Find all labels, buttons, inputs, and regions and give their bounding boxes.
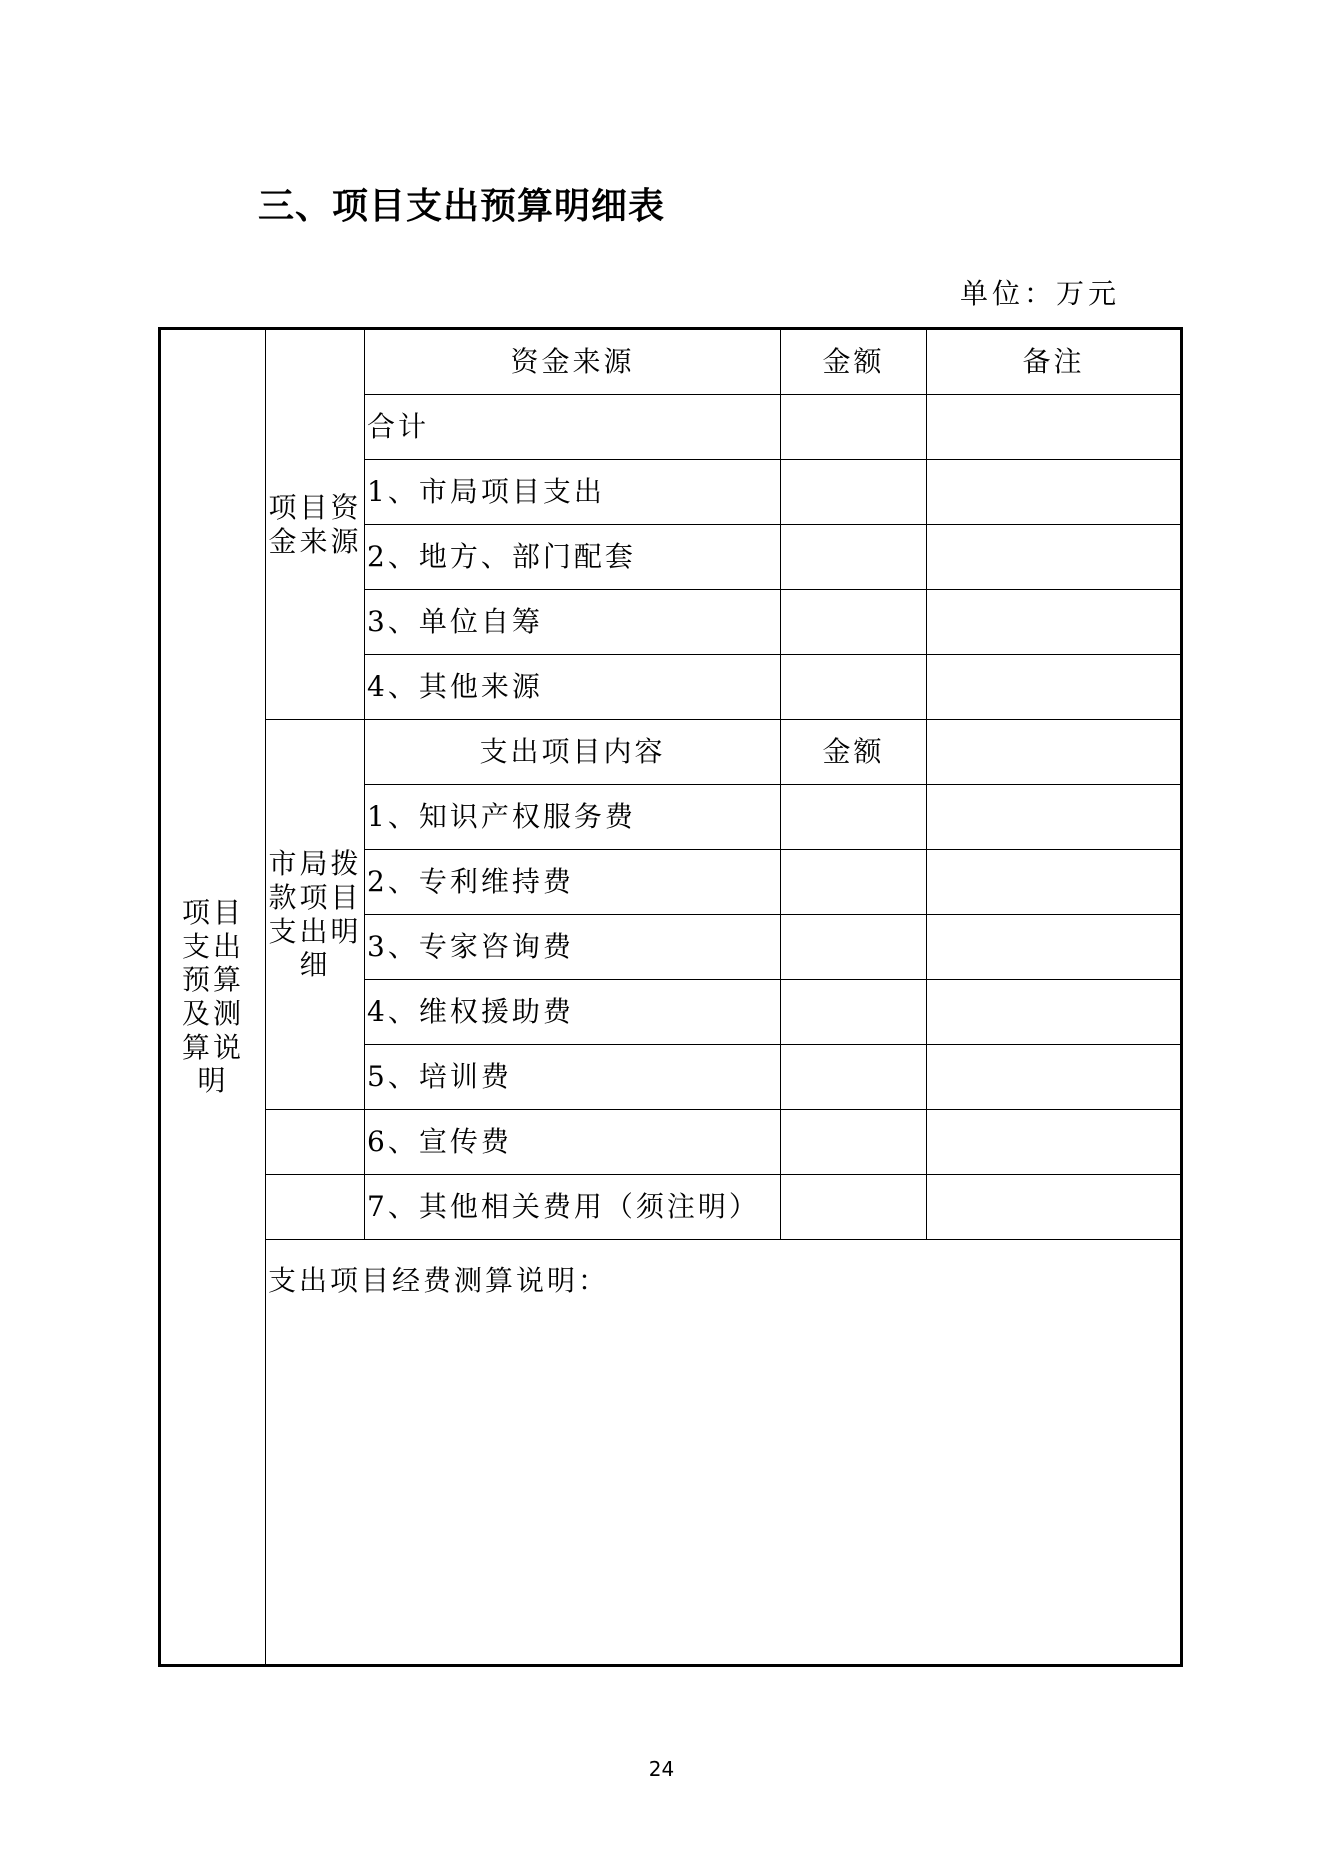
funding-row-label: 合计 [365,395,781,460]
funding-row-label: 1、市局项目支出 [365,460,781,525]
expense-row-label: 5、培训费 [365,1045,781,1110]
expense-row-label: 1、知识产权服务费 [365,785,781,850]
page-number: 24 [648,1757,675,1781]
expense-row-label: 4、维权援助费 [365,980,781,1045]
expense-header-row [160,720,1182,785]
funding-row-remark[interactable] [927,655,1182,720]
expense-row-remark[interactable] [927,915,1182,980]
expense-row-label: 3、专家咨询费 [365,915,781,980]
expense-row-remark[interactable] [927,785,1182,850]
funding-group-label: 项目资 金来源 [266,329,365,720]
page-title: 三、项目支出预算明细表 [258,186,666,227]
table-row [160,1110,1182,1175]
empty-group-cell [266,1175,365,1240]
funding-row-amount[interactable] [781,525,927,590]
funding-row-label: 4、其他来源 [365,655,781,720]
expense-row-label: 7、其他相关费用（须注明） [365,1175,781,1240]
expense-amount-header: 金额 [781,720,927,785]
expense-row-remark[interactable] [927,850,1182,915]
funding-row-amount[interactable] [781,395,927,460]
expense-row-label: 2、专利维持费 [365,850,781,915]
funding-row-remark[interactable] [927,525,1182,590]
expense-row-amount[interactable] [781,850,927,915]
expense-row-label: 6、宣传费 [365,1110,781,1175]
expense-row-amount[interactable] [781,1110,927,1175]
unit-label: 单位：万元 [959,277,1120,310]
funding-amount-header: 金额 [781,329,927,395]
budget-table [158,327,1183,1667]
expense-remark-header [927,720,1182,785]
expense-row-remark[interactable] [927,1110,1182,1175]
expense-row-remark[interactable] [927,1175,1182,1240]
expense-row-remark[interactable] [927,1045,1182,1110]
funding-row-amount[interactable] [781,460,927,525]
funding-row-amount[interactable] [781,655,927,720]
empty-group-cell [266,1110,365,1175]
table-row [160,1175,1182,1240]
funding-row-remark[interactable] [927,590,1182,655]
outer-section-label: 项目 支出 预算 及测 算说 明 [160,329,266,1666]
expense-row-amount[interactable] [781,980,927,1045]
expense-group-label: 市局拨 款项目 支出明 细 [266,720,365,1110]
funding-row-label: 2、地方、部门配套 [365,525,781,590]
expense-row-amount[interactable] [781,1175,927,1240]
funding-remark-header: 备注 [927,329,1182,395]
expense-row-remark[interactable] [927,980,1182,1045]
funding-source-header: 资金来源 [365,329,781,395]
expense-content-header: 支出项目内容 [365,720,781,785]
notes-label: 支出项目经费测算说明： [268,1264,610,1297]
expense-row-amount[interactable] [781,915,927,980]
notes-area[interactable] [266,1240,1182,1666]
funding-row-label: 3、单位自筹 [365,590,781,655]
funding-row-amount[interactable] [781,590,927,655]
expense-row-amount[interactable] [781,785,927,850]
funding-header-row [160,329,1182,395]
notes-row [160,1240,1182,1666]
expense-row-amount[interactable] [781,1045,927,1110]
funding-row-remark[interactable] [927,395,1182,460]
funding-row-remark[interactable] [927,460,1182,525]
